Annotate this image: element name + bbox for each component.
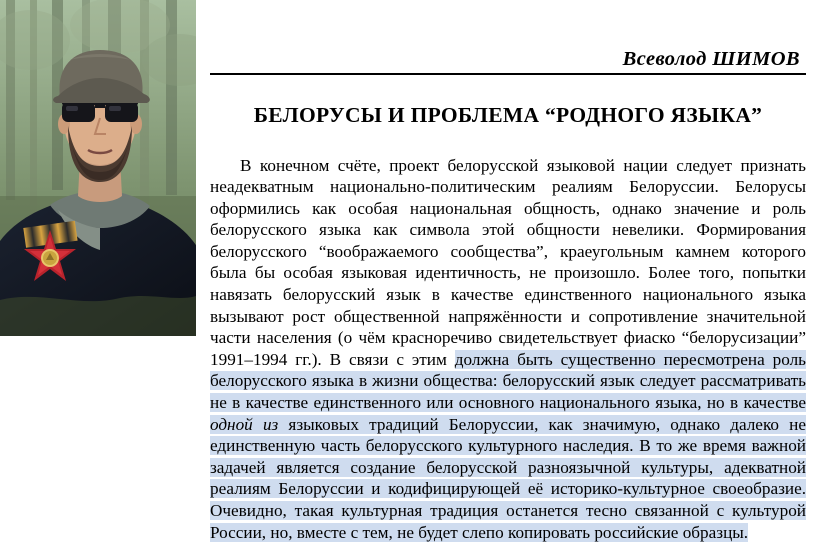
article-body (210, 155, 806, 543)
body-text-part1: В конечном счёте, проект белорусской языковой нации следует признать неадекватным национально-политическим реалиям Белоруссии. Белорусы оформились как особая национальная общность, однако значение и роль белорусского языка как символа этой общности невелики. Формирования белорусского “воображаемого сообщества”, краеугольным камнем которого была бы особая языковая идентичность, не произошло. Более того, попытки навязать белорусский язык в качестве единственного национального языка вызывают рост общественной напряжённости и сопротивление значительной части населения (о чём красноречиво свидетельствует фиаско “белорусизации” 1991–1994 гг.). В связи с этим (210, 156, 806, 369)
highlighted-text-italic: одной из (210, 415, 278, 434)
photo-illustration (0, 0, 196, 336)
author-photograph (0, 0, 196, 336)
author-name: Всеволод ШИМОВ (210, 48, 806, 71)
article-content (196, 0, 820, 529)
article-title: БЕЛОРУСЫ И ПРОБЛЕМА “РОДНОГО ЯЗЫКА” (210, 103, 806, 128)
highlighted-text-part1: должна быть существенно пересмотрена роль белорусского языка в жизни общества: белорусский язык следует рассматривать не в качестве единственного или основного национального языка, но в качестве (210, 350, 806, 412)
author-underline (210, 73, 806, 75)
highlighted-text-part2: языковых традиций Белоруссии, как значимую, однако далеко не единственную часть белорусского культурного наследия. В то же время важной задачей является создание белорусской разноязычной культуры, адекватной реалиям Белоруссии и кодифицирующей её историко-культурное своеобразие. Очевидно, такая культурная традиция останется тесно связанной с культурой России, но, вместе с тем, не будет слепо копировать российские образцы. (210, 415, 806, 542)
body-paragraph (210, 155, 806, 543)
